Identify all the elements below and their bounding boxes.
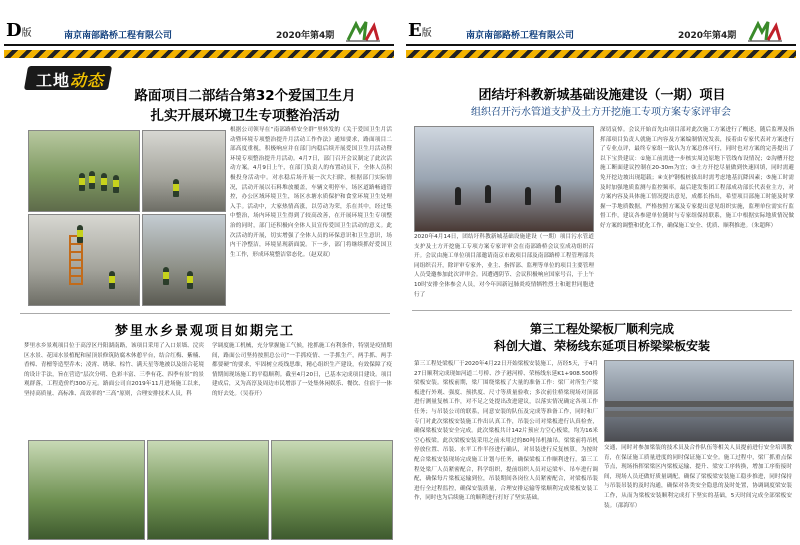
photo-workers-building — [142, 130, 226, 212]
issue-number: 2020年第4期 — [276, 31, 335, 41]
company-name: 南京南部路桥工程有限公司 — [64, 31, 173, 41]
nanbu-luqiao-logo-icon — [344, 20, 382, 42]
article1-body-left: 2020年4月14日，团结圩科教新城基础设施建设（一期）项目污水管道支护及土方开挖施工专项方案专家评审会在南部路桥会议室成功组织召开。会议由施工单位项目部邀请南京市政项目部及南部路桥工程管理部共同组织召开，除评审专家外，业主、指挥部、监理等单位的项目主要管理人员受邀参加此次评审会。因遭遇阴节、会议积极响应国家号召，于上午10时安排全体参会人员，对今年因新冠肺炎疫情牺牲烈士和逝世同胞进行了 — [414, 234, 594, 298]
photo-workers-group — [28, 130, 140, 212]
article2-body-col2: 学调度施工机械，充分掌握施工气候，抢抓施工有利条件，特别是疫情期间，路面公司坚持按照总公司“一手抓疫情、一手抓生产，两手抓、两手都要硬”的要求，牢固树立疫线思维，精心组织生产建设，有效保障了疫情期间现场施工的平稳顺利。截至4月20日，已基本完成项目建设。项目建成后，又为高淳及周边市民增添了一处集休闲娱乐、餐饮、住宿于一体的好去处。（吴春开） — [212, 343, 392, 397]
article1-title-line1: 路面项目二部结合第32个爱国卫生月 — [134, 88, 356, 104]
article1-title-line1: 团结圩科教新城基础设施建设（一期）项目 — [478, 88, 726, 103]
article2-body-col1: 第三工程处梁板厂于2020年4月22日开始梁板安装施工，历经5天，于4月27日顺利完成现如河道二号桥、沙子港河桥、荣杨线东延K1+908.500桥梁板安装。梁板前期，梁厂围绕梁板了大量的准备工作：梁厂对所生产梁板进行外观、强度、预拱度、尺寸等质量验收；多次前往桥梁现场对顶部进行测量复核工作，对不足之处提出改进建议，以落实情况确定各项工作任务；与吊装公司的联系，同意安装的队伍及完成等准备工作，同时和厂专门对此次梁板安装施工作出认真工作，吊装公司对梁板进行认真检查，确保梁板安装安全完成。此次梁板共计142片预应力空心板梁，均为16米空心板梁。此次梁板安装采用之前未用过的80吨吊机抽吊。梁梁前将吊机停放位置、吊装、水平工作半径进行确认，对吊装进行反复核算，为按时配合梁板安装现场完成施工计划与任务，确保梁板工作顺利进行。第三工程处梁厂人员紧密配合，科学组织，提前组织人员对运梁车、吊车进行调配，确保每片梁板运输到位，吊装期间各岗位人员紧密配合，对梁板吊装进行全过程监控，确保安装质量，合理安排运输等梁顺利完成梁板安装工作，同时也为后续施工的顺利进行打好了坚实基础。 — [414, 361, 598, 502]
header-rule — [4, 44, 394, 46]
photo-bridge-beams — [604, 360, 794, 442]
article1-title-line2: 组织召开污水管道支护及土方开挖施工专项方案专家评审会 — [471, 107, 731, 118]
page-d — [0, 0, 398, 545]
article2-title-line2: 科创大道、荣杨线东延项目桥梁梁板安装 — [493, 339, 710, 353]
article1-body: 根据公司领导在“南部路桥安全群”里转发的《关于爱国卫生月活动暨环境专项整治提升月活动工作作法》通知要求，路面项目二部高度重视，积极响应并在部门内稳后续开展爱国卫生月活动暨环境专项整治提升月活动。4月7日，部门召开会议制定了此次活动方案。4月9日上午，在部门负责人的布置动员下，全体人员积极投身活动中。对水稳后场开展一次大扫除，根据部门实际情况，活动开展以石料堆放覆盖，车辆文明停车，场区道路畅通管控，办公区域环境卫生，场区水塘水质保护和食堂环境卫生处理入手。活动中，大家热情高涨，以劳动为荣，乐在其中，经过集中整治，场内环境卫生得到了较高改善，在开展环境卫生专项整治的同时，部门还积极向全体人员宣传爱国卫生活动的意义。此次活动的开展，切实增强了全体人员的环保意识和卫生意识，场内干净整洁，环境显现新面貌。下一步，部门将继续抓好爱国卫生工作，形成环境整洁常态化。（赵双双） — [230, 127, 392, 258]
hazard-stripe — [406, 50, 796, 58]
photo-landscape-3 — [271, 440, 393, 540]
article1-body-right: 深切哀悼。会议开始首先由项目部对此次施工方案进行了概述，随后监理及指挥部项目负责人就施工内容及方案编制情况发表，接着由专家代表对方案进行了专业点评，最终专家组一致认为方案总体可行，同时也对方案的完善提出了以下宝贵建议：①施工前需进一步核实周边原地下管线布设情况；②沟槽开挖施工断面建议控制在20-30m为宜；③土方开挖尽量做到快速回填，同时需避免开挖边坡出现超载；④支护钢板桩拔出时需考虑地基沉降因素；⑤施工时需及时加强地质监测与监控频率。最后建发集团工程部成功部长代表业主方，对方案内容及具体施工情况提出意见，成都长指出，希望项目部施工时能及时掌握一手地质数据，严格按照方案及专家提出意见组织实施，监理单位需实行监督工作，建议各参建单位随时与专家组保持联系，施工中根据实际地质情况做好方案的调整和优化工作，确保施工安全、优质、顺利推进。（朱超辉） — [600, 127, 794, 229]
hazard-stripe — [4, 50, 394, 58]
edition-label: E版 — [408, 20, 432, 41]
article1-title-line2: 扎实开展环境卫生专项整治活动 — [150, 108, 340, 124]
page-header — [0, 20, 398, 42]
article2-title-line1: 第三工程处梁板厂顺利完成 — [529, 322, 674, 336]
article2-body-col2: 交通，同时对参加梁装的技术员及合作队伍等相关人员提前进行安全培训教育，在保证施工质量进度的同时保证施工安全。施工过程中，梁厂抓重点保节点，现场指挥梁梁区内梁板运输、提升、梁安工序转换，增加工序衔接时间，现场人员还做好质量调配，确保了梁板梁安装施工稳步推进，同时保持与吊装吊装的及时沟通，确保对各类安全隐患的及时处置，协调调度梁安装工作，从而为梁板安装顺利完成打下坚实的基础，5天时间完成全部梁板安装。（邵海军） — [604, 445, 792, 509]
issue-number: 2020年第4期 — [678, 31, 737, 41]
photo-landscape-1 — [28, 440, 145, 540]
section-divider — [20, 313, 390, 314]
edition-label: D版 — [6, 20, 32, 41]
page-header — [402, 20, 800, 42]
photo-ladder-cleaning — [28, 214, 140, 306]
nanbu-luqiao-logo-icon — [746, 20, 784, 42]
photo-site-cleaning — [142, 214, 226, 306]
header-rule — [406, 44, 796, 46]
photo-landscape-2 — [147, 440, 269, 540]
section-divider — [412, 310, 792, 311]
photo-review-meeting — [414, 126, 594, 232]
section-badge: 工地动态 — [18, 60, 128, 98]
article2-title: 梦里水乡景观项目如期完工 — [114, 324, 295, 339]
page-e — [402, 0, 800, 545]
company-name: 南京南部路桥工程有限公司 — [466, 31, 575, 41]
article2-body-col1: 梦里水乡景观项目位于高淳区丹阳湖南路，该项目采用了入口景墙、浣宾区水景、花园水景植配和屋顶景修筑防腐木休憩平台，结合红梅、紫楠、香樟、青檀等造型乔木；凌霄、绣球、棕竹、满天星等地被以及组合花境的设计手法，旨在营造“层次分明、色彩丰富、三季有花、四季有景”的景观群落，工程造价约300万元。路面公司自2019年11月进场施工以来，坚持高质量、高标准、高效率的“三高”原则，合理安排技术人员，科 — [24, 343, 204, 397]
